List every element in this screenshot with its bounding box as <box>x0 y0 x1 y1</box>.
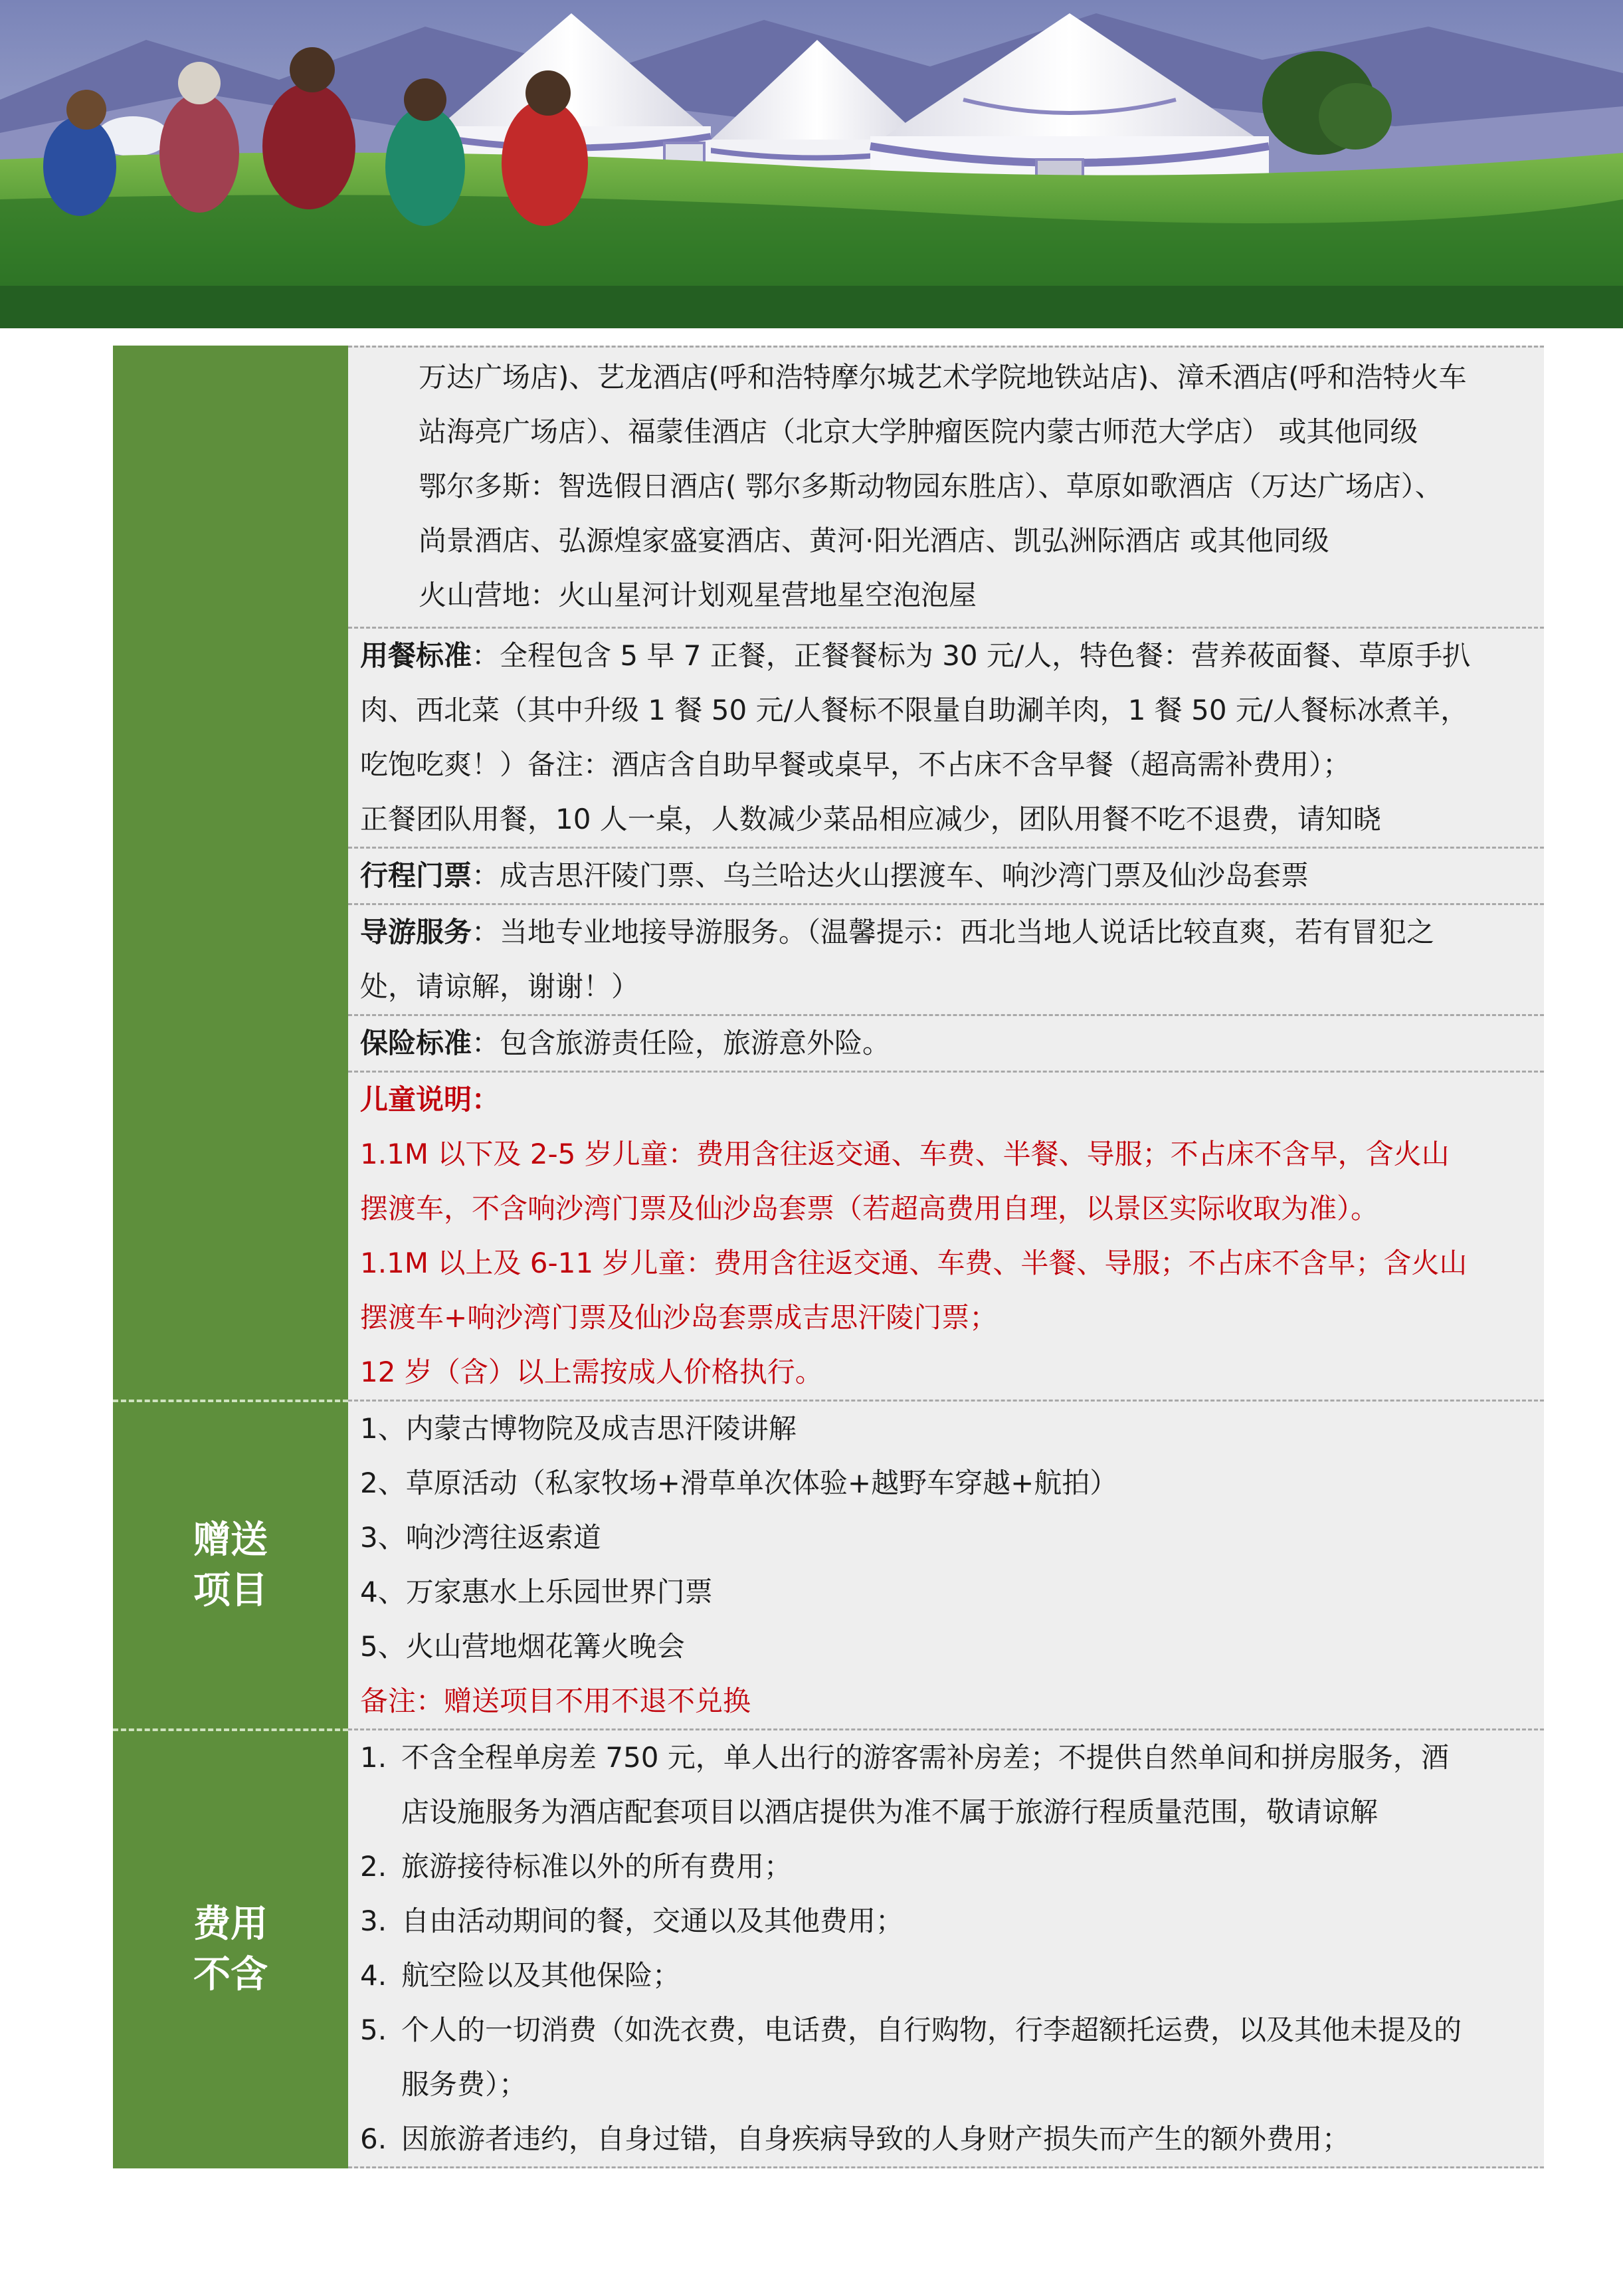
excluded-item <box>360 1894 1531 1948</box>
children-label: 儿童说明： <box>360 1083 500 1116</box>
meal-line: 正餐团队用餐，10 人一桌，人数减少菜品相应减少，团队用餐不吃不退费，请知晓 <box>360 803 1381 835</box>
excluded-item-number: 2. <box>360 1850 387 1883</box>
gift-item: 5、火山营地烟花篝火晚会 <box>360 1630 685 1663</box>
excluded-item-number: 1. <box>360 1741 387 1774</box>
gift-items-block <box>113 1400 1544 1728</box>
gift-note: 备注：赠送项目不用不退不兑换 <box>360 1685 751 1717</box>
excluded-item-text: 航空险以及其他保险； <box>401 1959 681 1992</box>
excluded-item <box>360 2003 1531 2112</box>
meal-line: ：全程包含 5 早 7 正餐，正餐餐标为 30 元/人，特色餐：营养莜面餐、草原手扒 <box>472 639 1471 672</box>
gift-list <box>348 1400 1544 1728</box>
guide-row <box>348 903 1544 1014</box>
excluded-list <box>348 1728 1544 2166</box>
children-policy-row <box>348 1071 1544 1400</box>
children-line: 摆渡车+响沙湾门票及仙沙岛套票成吉思汗陵门票； <box>360 1301 998 1334</box>
meal-line: 吃饱吃爽！）备注：酒店含自助早餐或桌早，不占床不含早餐（超高需补费用）； <box>360 748 1351 781</box>
children-line: 12 岁（含）以上需按成人价格执行。 <box>360 1356 823 1388</box>
gift-side-label-line: 项目 <box>193 1568 268 1612</box>
excluded-item-text: 自由活动期间的餐，交通以及其他费用； <box>401 1905 904 1937</box>
excluded-item <box>360 1839 1531 1894</box>
gift-item: 4、万家惠水上乐园世界门票 <box>360 1576 713 1608</box>
excluded-item-text: 店设施服务为酒店配套项目以酒店提供为准不属于旅游行程质量范围，敬请谅解 <box>401 1796 1379 1828</box>
excluded-item <box>360 1948 1531 2003</box>
excluded-item-number: 6. <box>360 2123 387 2155</box>
excluded-item-text: 旅游接待标准以外的所有费用； <box>401 1850 793 1883</box>
guide-line: ：当地专业地接导游服务。（温馨提示：西北当地人说话比较直爽，若有冒犯之 <box>472 916 1435 948</box>
guide-line: 处，请谅解，谢谢！） <box>360 970 640 1003</box>
excluded-item <box>360 1730 1531 1839</box>
excluded-item-text: 因旅游者违约，自身过错，自身疾病导致的人身财产损失而产生的额外费用； <box>401 2123 1351 2155</box>
excluded-side-label <box>113 1728 348 2168</box>
gift-side-label <box>113 1400 348 1728</box>
excluded-side-label-line: 不含 <box>193 1953 268 1996</box>
excluded-item-number: 4. <box>360 1959 387 1992</box>
ticket-label: 行程门票 <box>360 859 472 892</box>
itinerary-info-table <box>113 346 1544 2168</box>
gift-item: 1、内蒙古博物院及成吉思汗陵讲解 <box>360 1412 797 1445</box>
excluded-item-number: 5. <box>360 2014 387 2046</box>
ticket-text: ：成吉思汗陵门票、乌兰哈达火山摆渡车、响沙湾门票及仙沙岛套票 <box>472 859 1309 892</box>
header-banner-photo <box>0 0 1623 328</box>
service-standards-block <box>113 346 1544 1400</box>
insurance-text: ：包含旅游责任险，旅游意外险。 <box>472 1027 891 1059</box>
hotel-line: 鄂尔多斯：智选假日酒店( 鄂尔多斯动物园东胜店）、草原如歌酒店（万达广场店）、 <box>419 470 1443 502</box>
excluded-costs-block <box>113 1728 1544 2168</box>
children-line: 1.1M 以下及 2-5 岁儿童：费用含往返交通、车费、半餐、导服；不占床不含早，含火山 <box>360 1138 1450 1170</box>
ticket-row <box>348 847 1544 903</box>
meal-label: 用餐标准 <box>360 639 472 672</box>
excluded-side-label-line: 费用 <box>193 1903 268 1946</box>
guide-label: 导游服务 <box>360 916 472 948</box>
hotel-line: 火山营地：火山星河计划观星营地星空泡泡屋 <box>419 579 977 611</box>
meal-line: 肉、西北菜（其中升级 1 餐 50 元/人餐标不限量自助涮羊肉，1 餐 50 元/人餐标冰煮羊， <box>360 694 1469 726</box>
gift-content <box>348 1400 1544 1728</box>
hotel-line: 万达广场店)、艺龙酒店(呼和浩特摩尔城艺术学院地铁站店)、漳禾酒店(呼和浩特火车 <box>419 361 1467 393</box>
children-line: 1.1M 以上及 6-11 岁儿童：费用含往返交通、车费、半餐、导服；不占床不含早；含火山 <box>360 1247 1468 1279</box>
excluded-item-text: 服务费）； <box>401 2068 527 2101</box>
hotel-line: 站海亮广场店）、福蒙佳酒店（北京大学肿瘤医院内蒙古师范大学店） 或其他同级 <box>419 415 1418 448</box>
excluded-item <box>360 2112 1531 2166</box>
excluded-item-text: 个人的一切消费（如洗衣费，电话费，自行购物，行李超额托运费，以及其他未提及的 <box>401 2014 1462 2046</box>
excluded-content <box>348 1728 1544 2168</box>
insurance-label: 保险标准 <box>360 1027 472 1059</box>
gift-item: 3、响沙湾往返索道 <box>360 1521 601 1554</box>
hotel-line: 尚景酒店、弘源煌家盛宴酒店、黄河·阳光酒店、凯弘洲际酒店 或其他同级 <box>419 524 1329 557</box>
insurance-row <box>348 1014 1544 1071</box>
hotel-standard-row <box>348 346 1544 627</box>
side-column <box>113 346 348 1400</box>
children-line: 摆渡车，不含响沙湾门票及仙沙岛套票（若超高费用自理，以景区实际收取为准）。 <box>360 1192 1379 1225</box>
standards-content <box>348 346 1544 1400</box>
grassland-yurt-illustration <box>0 0 1623 328</box>
excluded-item-number: 3. <box>360 1905 387 1937</box>
excluded-item-text: 不含全程单房差 750 元，单人出行的游客需补房差；不提供自然单间和拼房服务，酒 <box>401 1741 1449 1774</box>
gift-side-label-line: 赠送 <box>193 1518 268 1562</box>
meal-standard-row <box>348 627 1544 847</box>
gift-item: 2、草原活动（私家牧场+滑草单次体验+越野车穿越+航拍） <box>360 1467 1118 1499</box>
